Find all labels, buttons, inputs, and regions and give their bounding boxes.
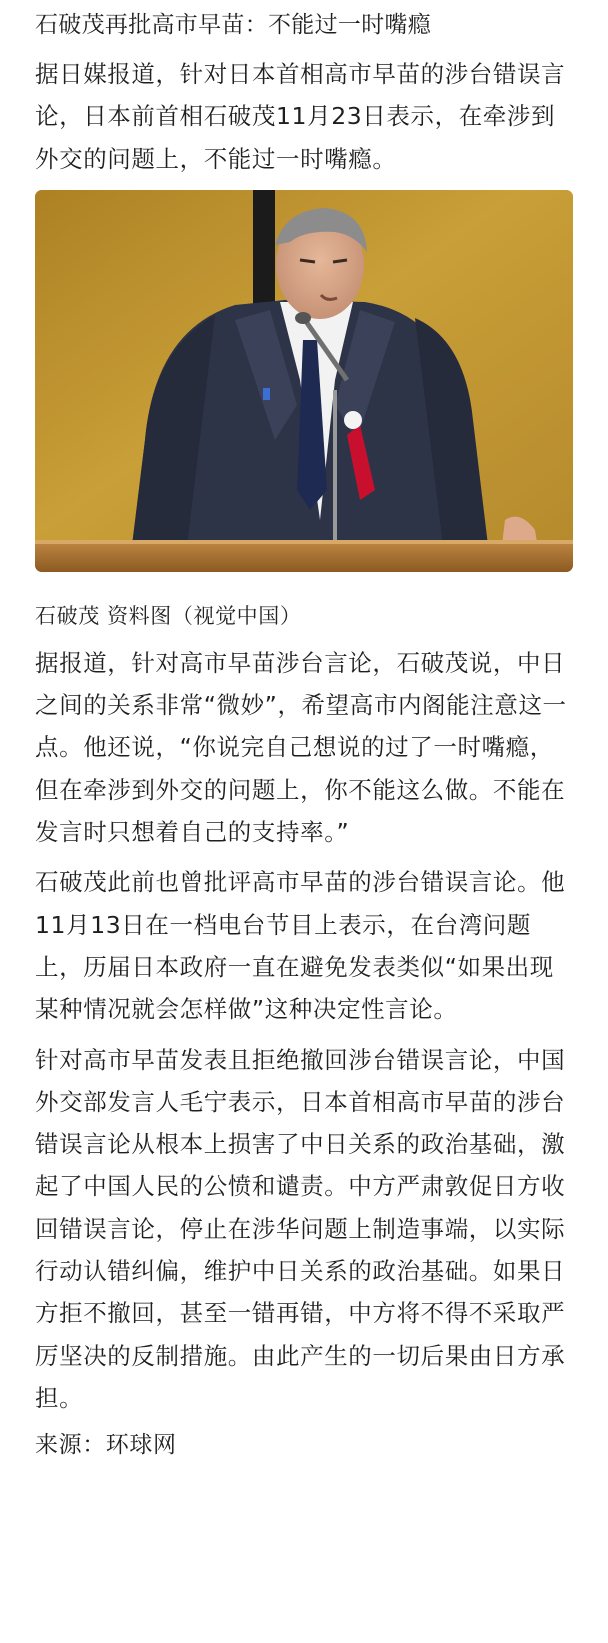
article-paragraph: 针对高市早苗发表且拒绝撤回涉台错误言论，中国外交部发言人毛宁表示，日本首相高市早苗的涉台错误言论从根本上损害了中日关系的政治基础，激起了中国人民的公愤和谴责。中方严肃敦促日方收回错误言论，停止在涉华问题上制造事端，以实际行动认错纠偏，维护中日关系的政治基础。如果日方拒不撤回，甚至一错再错，中方将不得不采取严厉坚决的反制措施。由此产生的一切后果由日方承担。	[35, 1045, 566, 1412]
article-headline: 石破茂再批高市早苗：不能过一时嘴瘾	[35, 12, 432, 38]
photo-caption: 石破茂 资料图（视觉中国）	[35, 603, 302, 628]
article-photo[interactable]	[35, 190, 573, 572]
article-lead: 据日媒报道，针对日本首相高市早苗的涉台错误言论，日本前首相石破茂11月23日表示，在牵涉到外交的问题上，不能过一时嘴瘾。	[35, 60, 566, 173]
article-paragraph: 石破茂此前也曾批评高市早苗的涉台错误言论。他11月13日在一档电台节目上表示，在台湾问题上，历届日本政府一直在避免发表类似“如果出现某种情况就会怎样做”这种决定性言论。	[35, 868, 566, 1024]
article-source: 来源：环球网	[35, 1432, 177, 1459]
speaker-at-podium-photo	[35, 190, 573, 572]
article-paragraph: 据报道，针对高市早苗涉台言论，石破茂说，中日之间的关系非常“微妙”，希望高市内阁能注意这一点。他还说，“你说完自己想说的过了一时嘴瘾，但在牵涉到外交的问题上，你不能这么做。不能在发言时只想着自己的支持率。”	[35, 648, 567, 847]
